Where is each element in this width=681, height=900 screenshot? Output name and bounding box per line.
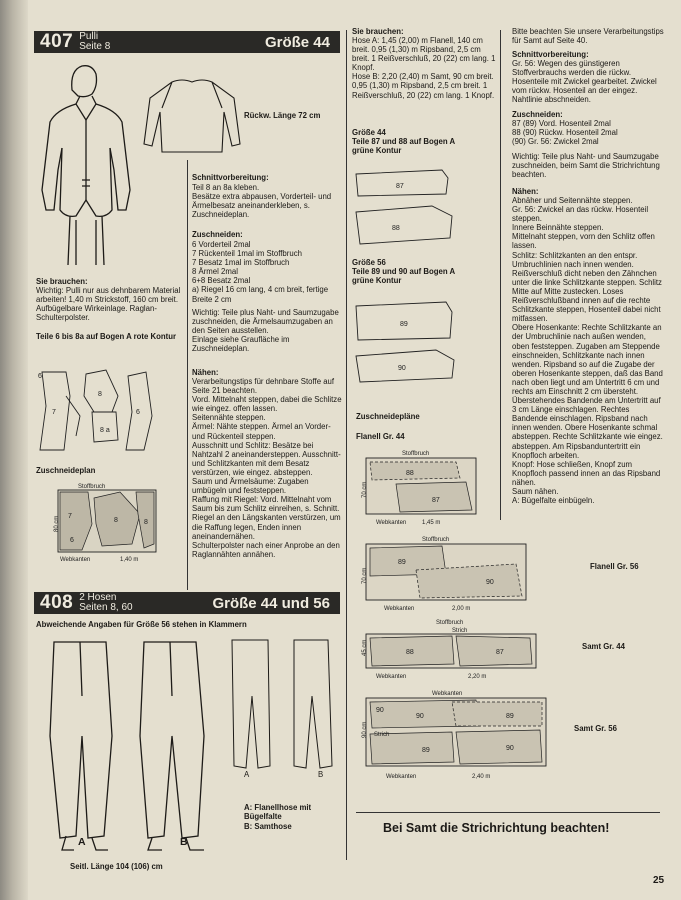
sew-title: Nähen: [192,368,219,377]
svg-text:7: 7 [68,513,72,520]
page-spine-shadow [0,0,28,900]
selvage: Webkanten [432,691,463,697]
svg-text:7: 7 [52,409,56,416]
model-ref: Seite 8 [79,41,111,52]
cut-title: Zuschneiden: [192,230,243,239]
need-text: Wichtig: Pulli nur aus dehnbarem Material arbeiten! 1,40 m Strickstoff, 160 cm breit. Aufbügelbare Wirkeinlage. Raglan-Schulterpolster. [36,286,181,323]
prep-title: Schnittvorbereitung: [192,173,269,182]
model-number: 407 [40,31,74,52]
svg-text:88: 88 [392,225,400,232]
sweater-front-illustration [36,60,136,270]
model-ref: Seiten 8, 60 [79,602,133,613]
plans-title: Zuschneidepläne [356,412,420,421]
svg-text:87: 87 [396,183,404,190]
svg-text:8: 8 [114,517,118,524]
side-length: Seitl. Länge 104 (106) cm [70,862,163,871]
page-number: 25 [653,875,665,886]
column-divider [500,30,501,520]
selvage: Webkanten [384,606,415,612]
svg-text:87: 87 [496,649,504,656]
cutting-plan-flanell-56 [356,534,536,616]
svg-text:8: 8 [144,519,148,526]
fold: Stoffbruch [402,451,430,457]
w90: 90 cm [362,721,368,738]
column-divider [346,30,347,860]
len3: 2,20 m [468,674,487,680]
model-size: Größe 44 [264,33,330,51]
w70: 70 cm [362,481,368,498]
back-length: Rückw. Länge 72 cm [244,111,321,120]
parts-title: Teile 6 bis 8a auf Bogen A rote Kontur [36,332,177,341]
g44-title: Größe 44 Teile 87 und 88 auf Bogen A grüne Kontur [352,128,456,156]
svg-text:90: 90 [486,579,494,586]
svg-text:8: 8 [98,391,102,398]
legend-a: A: Flanellhose mit Bügelfalte [244,803,312,822]
divider-line [356,812,660,813]
selvage: Webkanten [386,774,417,780]
samt44-label: Samt Gr. 44 [582,642,625,651]
trousers-illustration [40,636,220,856]
col3-important-top: Bitte beachten Sie unsere Verarbeitungstips für Samt auf Seite 40. [512,27,664,46]
prep-text: Teil 8 an 8a kleben. Besätze extra abpausen, Vorderteil- und Ärmelbesatz aneinanderkleben, s. Zuschneideplan. [192,183,332,220]
samt56-label: Samt Gr. 56 [574,724,617,733]
legend-b: B: Samthose [244,822,292,831]
svg-text:6: 6 [136,409,140,416]
plan-width: 80 cm [54,515,60,532]
thumb-label-b: B [318,770,324,779]
pattern-pieces-56 [352,294,462,384]
strich: Strich [374,732,390,738]
svg-text:8 a: 8 a [100,427,110,434]
col3-sew-title: Nähen: [512,187,539,196]
selvage: Webkanten [376,520,407,526]
velvet-note: Bei Samt die Strichrichtung beachten! [383,821,610,835]
header-407 [34,31,340,53]
model-title: Pulli [79,31,99,42]
svg-text:89: 89 [398,559,406,566]
label-b: B [180,836,188,848]
col2-need-title: Sie brauchen: [352,27,404,36]
fold: Stoffbruch [436,620,464,626]
svg-text:6: 6 [38,373,42,380]
flanell44-label: Flanell Gr. 44 [356,432,405,441]
svg-text:6: 6 [70,537,74,544]
size-note: Abweichende Angaben für Größe 56 stehen in Klammern [36,620,247,629]
len4: 2,40 m [472,774,491,780]
svg-text:90: 90 [398,365,406,372]
svg-text:89: 89 [400,321,408,328]
fold: Stoffbruch [422,537,450,543]
col3-sew-text: Abnäher und Seitennähte steppen. Gr. 56: Zwickel an das rückw. Hosenteil steppen. Innere Beinnähte steppen. Mittelnaht steppen, vorn den Schlitz offen lassen. Schlitz: Schlitzkanten an den entspr. Umbruchlinien nach innen wenden. Reißverschluß dicht neben den Zähnchen unter die linke Schlitzkante steppen. Schlitz Mitte auf Mitte zustecken. Loses Reißverschlußband innen auf die rechte Schlitzkante steppen, Hosenteil dabei nicht mitfassen. Obere Hosenkante: Rechte Schlitzkante an der Umbruchlinie nach außen wenden, oben feststeppen. Zugaben am Steppende einschneiden, Schlitzkante nach innen wenden. Ripsband so auf die Zugabe der oberen Hosenkante steppen, daß das Band nach oben liegt und am Untertritt 6 cm und rechts am Einschnitt 2 cm übersteht. Überstehendes Bandende am Untertritt auf 3 cm Länge einschlagen. Rechtes Bandende einschlagen. Ripsband nach innen wenden. Obere Hosenkante schmal absteppen. Rechte Schlitzkante wie eingez. absteppen. Am Ripsbanduntertritt ein Knopfloch arbeiten. Knopf: Hose schließen, Knopf zum Knopfloch passend innen an das Ripsband nähen. Saum nähen. A: Bügelfalte einbügeln. [512,196,663,506]
cutting-plan-407 [48,484,160,566]
col2-need-text: Hose A: 1,45 (2,00) m Flanell, 140 cm breit. 0,95 (1,30) m Ripsband, 2,5 cm breit. 1 Reißverschluß, 20 (22) cm lang. 1 Knopf. Hose B: 2,20 (2,40) m Samt, 90 cm breit. 0,95 (1,30) m Ripsband, 2,5 cm breit. 1 Reißverschluß, 20 (22) cm lang. 1 Knopf. [352,36,496,100]
pattern-pieces-44 [352,164,462,248]
w45: 45 cm [362,639,368,656]
strich: Strich [452,628,468,634]
cutting-plan-samt-56 [356,688,556,784]
header-408 [34,592,340,614]
cut-text: 6 Vorderteil 2mal 7 Rückenteil 1mal im Stoffbruch 7 Besatz 1mal im Stoffbruch 8 Ärmel 2mal 6+8 Besatz 2mal a) Riegel 16 cm lang, 4 cm breit, fertige Breite 2 cm [192,240,329,304]
cutting-plan-samt-44 [356,620,546,686]
svg-text:90: 90 [416,713,424,720]
col3-prep-text: Gr. 56: Wegen des günstigeren Stoffverbrauchs werden die rückw. Hosenteile mit Zwickel gearbeitet. Zwickel vom rückw. Hosenteil an der eingez. Nahtlinie abschneiden. [512,59,657,105]
sweater-back-illustration [142,78,242,158]
svg-text:88: 88 [406,649,414,656]
pattern-pieces-407 [36,366,156,462]
selvage: Webkanten [376,674,407,680]
model-size: Größe 44 und 56 [212,594,330,612]
svg-text:89: 89 [506,713,514,720]
col3-cut-text: 87 (89) Vord. Hosenteil 2mal 88 (90) Rückw. Hosenteil 2mal (90) Gr. 56: Zwickel 2mal [512,119,618,147]
flanell56-label: Flanell Gr. 56 [590,562,639,571]
cutting-plan-title: Zuschneideplan [36,466,96,475]
col3-cut-title: Zuschneiden: [512,110,563,119]
col3-important-text: Wichtig: Teile plus Naht- und Saumzugabe zuschneiden, beim Samt die Strichrichtung beachten. [512,152,660,180]
g56-title: Größe 56 Teile 89 und 90 auf Bogen A grüne Kontur [352,258,456,286]
sew-text: Verarbeitungstips für dehnbare Stoffe auf Seite 21 beachten. Vord. Mittelnaht steppen, dabei die Schlitze wie eingez. offen lassen. Seitennähte steppen. Ärmel: Nähte steppen. Ärmel an Vorder- und Rückenteil steppen. Ausschnitt und Schlitz: Besätze bei Nahtzahl 2 aneinandersteppen. Ausschnitt- und Schlitzkanten mit dem Besatz verstürzen, wie eingez. absteppen. Saum und Ärmelsäume: Zugaben umbügeln und feststeppen. Raffung mit Riegel: Vord. Mittelnaht vom Saum bis zum Schlitz einreihen, s. Schnitt. Riegel an den Längskanten verstürzen, um die Raffung legen, Enden innen aneinandernähen. Schulterpolster nach einer Anprobe an den Raglannähten annähen. [192,377,342,559]
svg-text:90: 90 [376,707,384,714]
model-number: 408 [40,592,74,613]
cutting-plan-flanell-44 [356,450,486,530]
svg-text:90: 90 [506,745,514,752]
label-a: A [78,836,86,848]
need-title: Sie brauchen: [36,277,88,286]
w70: 70 cm [362,567,368,584]
col3-prep-title: Schnittvorbereitung: [512,50,589,59]
plan-selvage: Webkanten [60,557,91,563]
svg-text:87: 87 [432,497,440,504]
thumb-label-a: A [244,770,250,779]
trousers-back-views [228,636,338,776]
column-divider [187,160,188,590]
plan-length: 1,40 m [120,557,139,563]
important-text: Wichtig: Teile plus Naht- und Saumzugabe zuschneiden, die Ärmelsaumzugaben an den Seiten ausstellen. Einlage siehe Graufläche im Zuschneideplan. [192,308,339,354]
model-title: 2 Hosen [79,592,117,603]
plan-fold: Stoffbruch [78,484,106,490]
len2: 2,00 m [452,606,471,612]
svg-text:89: 89 [422,747,430,754]
svg-text:88: 88 [406,470,414,477]
len1: 1,45 m [422,520,441,526]
